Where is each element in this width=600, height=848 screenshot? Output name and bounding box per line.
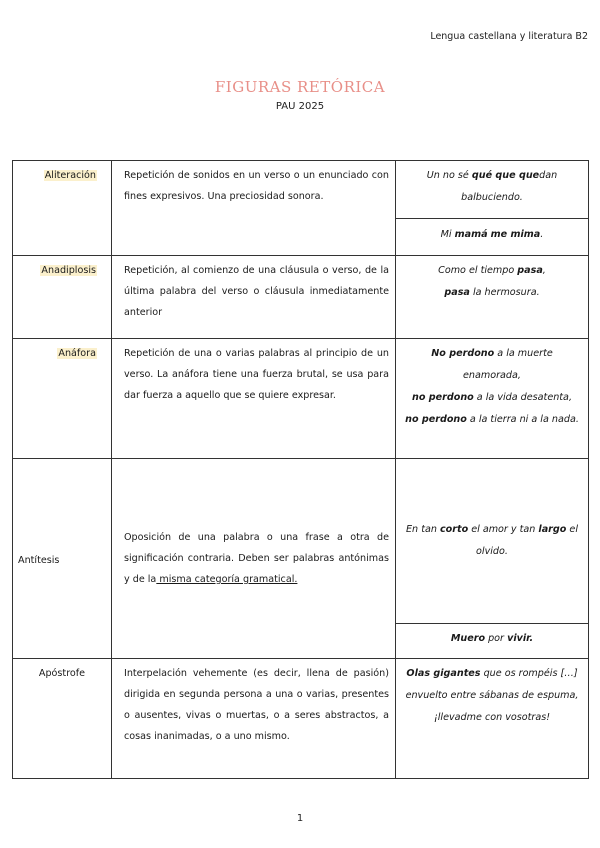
table-row [13, 339, 589, 459]
example-text: No perdono a la muerte enamorada, no perdono a la vida desatenta, no perdono a la tierra ni a la nada. [405, 348, 579, 425]
example-text: Olas gigantes que os rompéis […] envuelto entre sábanas de espuma, ¡llevadme con vosotras! [405, 668, 579, 723]
definition-cell: Oposición de una palabra o una frase a otra de significación contraria. Deben ser palabras antónimas y de la misma categoría gramatical. [112, 459, 396, 659]
term-cell [13, 459, 112, 659]
term-label: Apóstrofe [38, 668, 86, 679]
example-text: Muero por vivir. [450, 633, 534, 644]
term-cell [13, 161, 112, 256]
term-cell [13, 339, 112, 459]
example-cell [396, 161, 589, 256]
example-text: En tan corto el amor y tan largo el olvido. [396, 459, 588, 624]
definition-cell: Repetición de sonidos en un verso o un enunciado con fines expresivos. Una preciosidad sonora. [112, 161, 396, 256]
table-row [13, 256, 589, 339]
term-label: Antítesis [18, 555, 60, 566]
course-header: Lengua castellana y literatura B2 [430, 31, 588, 42]
table-row [13, 659, 589, 779]
document-subtitle: PAU 2025 [275, 101, 325, 112]
definition-cell: Repetición de una o varias palabras al principio de un verso. La anáfora tiene una fuerza brutal, se usa para dar fuerza a aquello que se quiere expresar. [112, 339, 396, 459]
table-row [13, 161, 589, 256]
table-row [13, 459, 589, 659]
term-label: Anáfora [58, 348, 96, 359]
example-text: Como el tiempo pasa, pasa la hermosura. [438, 265, 546, 298]
term-label: Aliteración [44, 170, 96, 181]
example-text: Mi mamá me mima. [440, 229, 544, 240]
figures-table [12, 160, 589, 779]
definition-cell: Repetición, al comienzo de una cláusula o verso, de la última palabra del verso o cláusula inmediatamente anterior [112, 256, 396, 339]
document-title: FIGURAS RETÓRICA [214, 78, 386, 96]
example-cell [396, 256, 589, 339]
page-number: 1 [296, 813, 304, 824]
example-cell [396, 339, 589, 459]
term-cell [13, 659, 112, 779]
example-cell [396, 659, 589, 779]
term-label: Anadiplosis [41, 265, 96, 276]
example-text: Un no sé qué que quedan balbuciendo. [396, 161, 588, 219]
definition-cell: Interpelación vehemente (es decir, llena de pasión) dirigida en segunda persona a una o varias, presentes o ausentes, vivas o muertas, o a seres abstractos, a cosas inanimadas, o a uno mismo. [112, 659, 396, 779]
example-cell [396, 459, 589, 659]
term-cell [13, 256, 112, 339]
